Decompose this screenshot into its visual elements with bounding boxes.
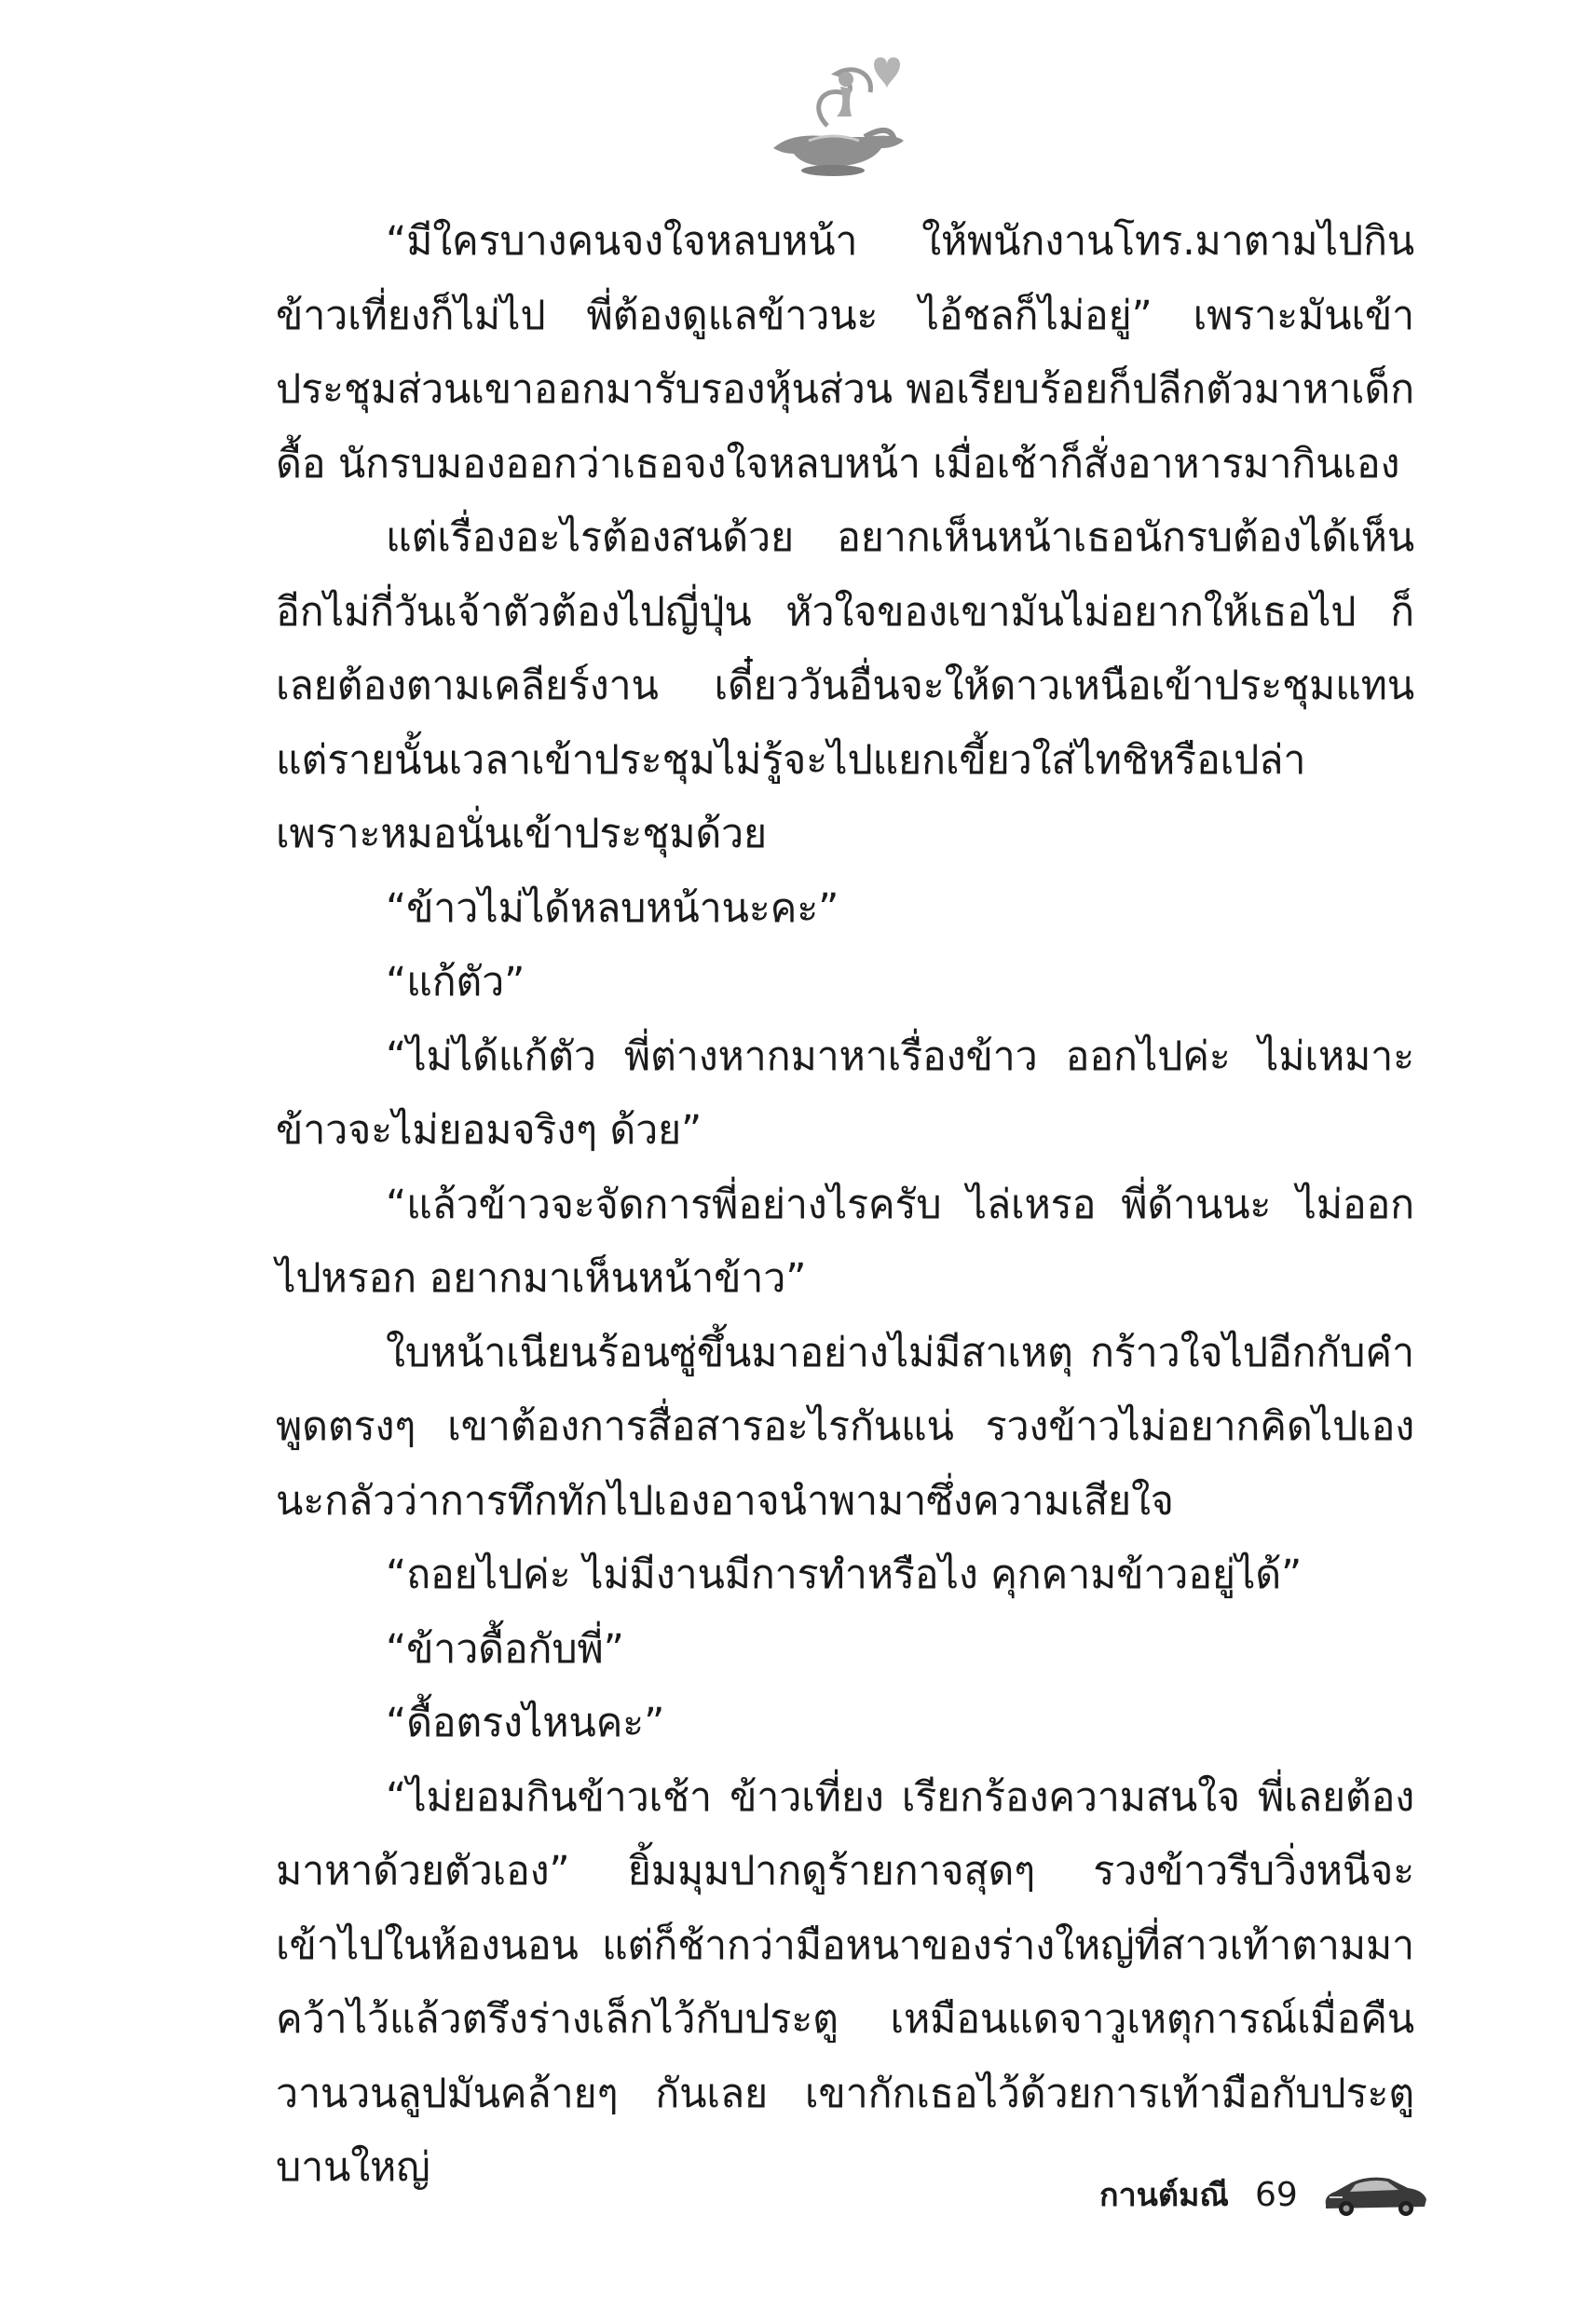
dialogue-line: “ถอยไปค่ะ ไม่มีงานมีการทำหรือไง คุกคามข้าวอยู่ได้” (386, 1552, 1303, 1598)
paragraph: แต่เรื่องอะไรต้องสนด้วย อยากเห็นหน้าเธอนักรบต้องได้เห็นอีกไม่กี่วันเจ้าตัวต้องไปญี่ปุ่น หัวใจของเขามันไม่อยากให้เธอไป ก็เลยต้องตามเคลียร์งาน เดี๋ยววันอื่นจะให้ดาวเหนือเข้าประชุมแทน แต่รายนั้นเวลาเข้าประชุมไม่รู้จะไปแยกเขี้ยวใส่ไทชิหรือเปล่า เพราะหมอนั่นเข้าประชุมด้วย (276, 514, 1414, 857)
footer-title: กานต์มณี (1099, 2177, 1229, 2214)
paragraph: “ไม่ได้แก้ตัว พี่ต่างหากมาหาเรื่องข้าว ออกไปค่ะ ไม่เหมาะ ข้าวจะไม่ยอมจริงๆ ด้วย” (276, 1032, 1414, 1154)
dialogue-line: “ข้าวไม่ได้หลบหน้านะคะ” (386, 884, 839, 932)
paragraph: “มีใครบางคนจงใจหลบหน้า ให้พนักงานโทร.มาตามไปกินข้าวเที่ยงก็ไม่ไป พี่ต้องดูแลข้าวนะ ไอ้ชลก็ไม่อยู่” เพราะมันเข้าประชุมส่วนเขาออกมารับรองหุ้นส่วน พอเรียบร้อยก็ปลีกตัวมาหาเด็กดื้อ นักรบมองออกว่าเธอจงใจหลบหน้า เมื่อเช้าก็สั่งอาหารมากินเอง (276, 218, 1414, 487)
paragraph: “แล้วข้าวจะจัดการพี่อย่างไรครับ ไล่เหรอ พี่ด้านนะ ไม่ออกไปหรอก อยากมาเห็นหน้าข้าว” (276, 1181, 1414, 1302)
genie-lamp-icon (755, 51, 913, 182)
car-icon (1320, 2169, 1430, 2220)
page-number: 69 (1254, 2175, 1298, 2214)
paragraph: ใบหน้าเนียนร้อนซู่ขึ้นมาอย่างไม่มีสาเหตุ กร้าวใจไปอีกกับคำพูดตรงๆ เขาต้องการสื่อสารอะไรกันแน่ รวงข้าวไม่อยากคิดไปเองนะกลัวว่าการทึกทักไปเองอาจนำพามาซึ่งความเสียใจ (276, 1329, 1414, 1525)
dialogue-line: “แก้ตัว” (386, 959, 525, 1005)
paragraph: “ไม่ยอมกินข้าวเช้า ข้าวเที่ยง เรียกร้องความสนใจ พี่เลยต้องมาหาด้วยตัวเอง” ยิ้มมุมปากดูร้ายกาจสุดๆ รวงข้าวรีบวิ่งหนีจะเข้าไปในห้องนอน แต่ก็ช้ากว่ามือหนาของร่างใหญ่ที่สาวเท้าตามมาคว้าไว้แล้วตรึงร่างเล็กไว้กับประตู เหมือนแดจาวูเหตุการณ์เมื่อคืนวานวนลูปมันคล้ายๆ กันเลย เขากักเธอไว้ด้วยการเท้ามือกับประตูบานใหญ่ (276, 1773, 1414, 2191)
body-text (276, 205, 1414, 2206)
page-footer (1099, 2167, 1453, 2222)
dialogue-line: “ข้าวดื้อกับพี่” (386, 1625, 624, 1673)
dialogue-line: “ดื้อตรงไหนคะ” (386, 1700, 665, 1746)
